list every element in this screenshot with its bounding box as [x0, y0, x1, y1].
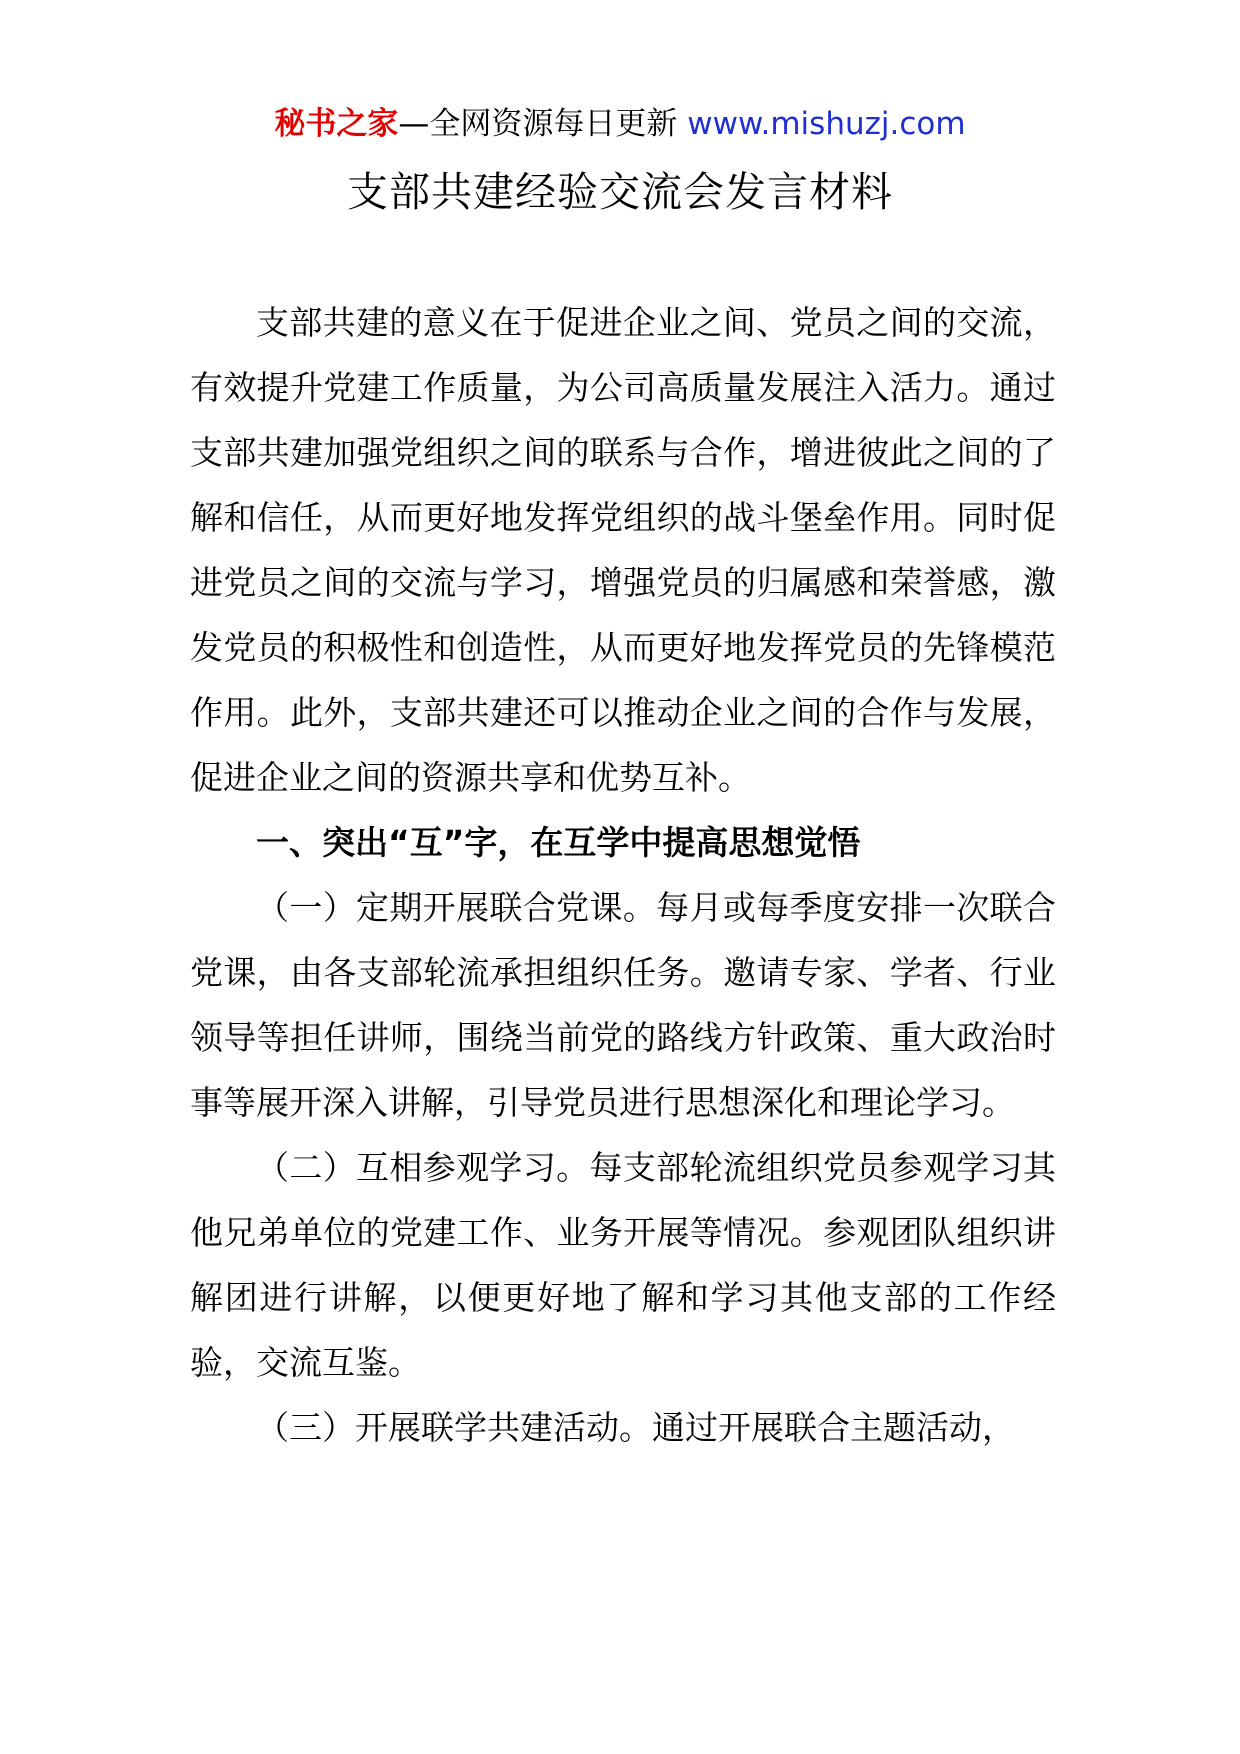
paragraph-item-2: （二）互相参观学习。每支部轮流组织党员参观学习其他兄弟单位的党建工作、业务开展等情况。参观团队组织讲解团进行讲解，以便更好地了解和学习其他支部的工作经验，交流互鉴。 — [190, 1148, 1056, 1382]
header-tagline: —全网资源每日更新 — [398, 106, 688, 142]
section-heading: 一、突出“互”字，在互学中提高思想觉悟 — [256, 823, 861, 862]
brand-name: 秘书之家 — [274, 106, 399, 142]
paragraph-item-3: （三）开展联学共建活动。通过开展联合主题活动， — [256, 1408, 1015, 1447]
intro-paragraph: 支部共建的意义在于促进企业之间、党员之间的交流，有效提升党建工作质量，为公司高质量发展注入活力。通过支部共建加强党组织之间的联系与合作，增进彼此之间的了解和信任，从而更好地发挥党组织的战斗堡垒作用。同时促进党员之间的交流与学习，增强党员的归属感和荣誉感，激发党员的积极性和创造性，从而更好地发挥党员的先锋模范作用。此外，支部共建还可以推动企业之间的合作与发展，促进企业之间的资源共享和优势互补。 — [190, 303, 1056, 797]
paragraph-item-1: （一）定期开展联合党课。每月或每季度安排一次联合党课，由各支部轮流承担组织任务。邀请专家、学者、行业领导等担任讲师，围绕当前党的路线方针政策、重大政治时事等展开深入讲解，引导党员进行思想深化和理论学习。 — [190, 888, 1056, 1122]
site-header — [0, 102, 1240, 146]
site-url-link[interactable]: www.mishuzj.com — [687, 106, 966, 142]
document-title: 支部共建经验交流会发言材料 — [347, 168, 893, 216]
document-body — [190, 290, 1056, 1460]
